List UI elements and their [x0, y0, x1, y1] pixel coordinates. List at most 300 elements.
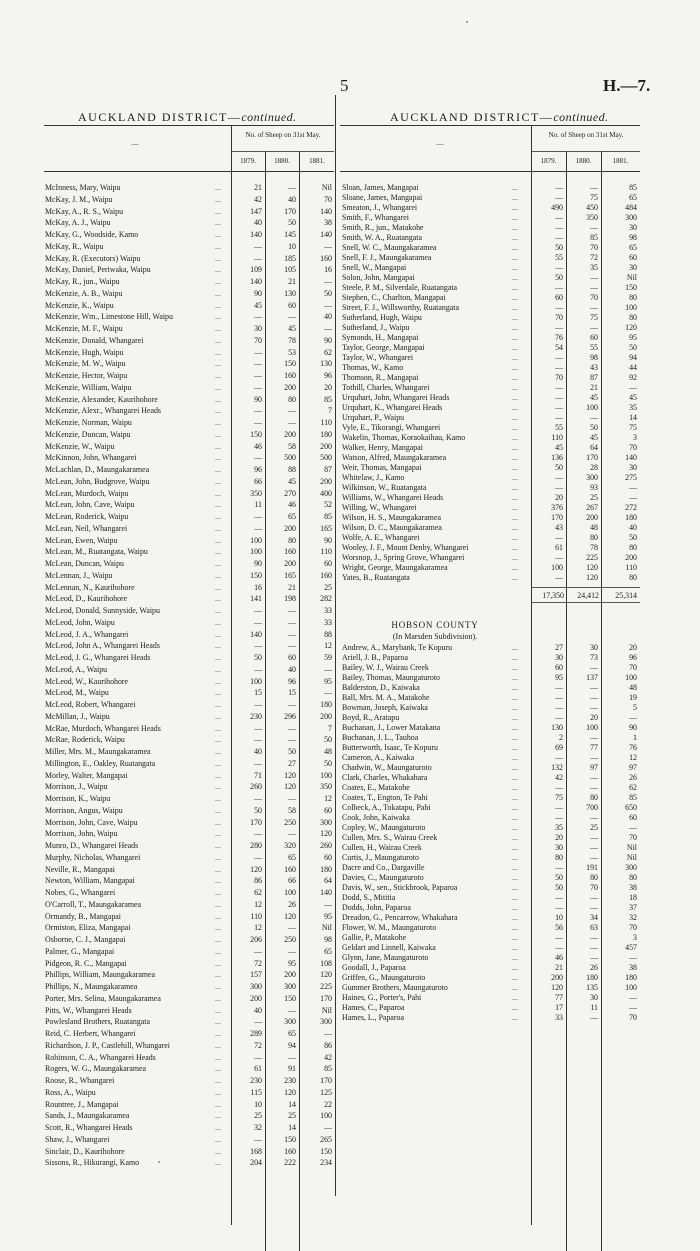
sheep-count-1880: 85 — [590, 233, 598, 242]
sheep-count-1881: 275 — [625, 473, 637, 482]
sheep-count-1880: 165 — [284, 570, 296, 580]
leader-dots: ... — [215, 653, 221, 662]
leader-dots: ... — [512, 313, 518, 322]
sheep-count-1880: 200 — [284, 970, 296, 980]
sheep-count-1880: 45 — [590, 433, 598, 442]
owner-name: Pidgeon, R. C., Mangapai — [45, 958, 127, 968]
totals-row — [531, 591, 640, 600]
sheep-count-1880: — — [590, 753, 598, 762]
owner-name: Wooley, J. F., Mount Denby, Whangarei — [342, 543, 469, 552]
sheep-count-1880: 200 — [284, 382, 296, 392]
owner-name: McLeod, John A., Whangarei Heads — [45, 641, 160, 651]
owner-name: McKenzie, Donald, Whangarei — [45, 335, 144, 345]
sheep-count-1879: 42 — [254, 194, 262, 204]
sheep-count-1881: 140 — [625, 453, 637, 462]
sheep-count-1880: 250 — [284, 935, 296, 944]
owner-name: Worsnop, J., Spring Grove, Whangarei — [342, 553, 465, 562]
leader-dots: ... — [512, 803, 518, 812]
sheep-count-1881: 150 — [625, 283, 637, 292]
leader-dots: ... — [215, 676, 221, 686]
sheep-count-1881: Nil — [626, 843, 637, 852]
sheep-count-1880: 45 — [590, 393, 598, 402]
sheep-count-1881: 65 — [629, 243, 637, 252]
owner-name: McKenzie, Hector, Waipu — [45, 371, 128, 380]
total-1880: 24,412 — [577, 591, 599, 600]
sheep-count-1879: — — [555, 783, 563, 792]
leader-dots: ... — [512, 353, 518, 362]
sheep-count-1879: — — [254, 723, 262, 733]
leader-dots: ... — [512, 233, 518, 242]
owner-name: Morley, Walter, Mangapai — [45, 770, 128, 780]
sheep-count-1881: 12 — [324, 794, 332, 803]
table-row — [0, 933, 700, 942]
sheep-count-1881: — — [324, 664, 332, 674]
sheep-count-1881: 60 — [324, 852, 332, 862]
sheep-count-1880: — — [590, 283, 598, 292]
sheep-count-1881: 12 — [324, 641, 332, 651]
owner-name: Yates, B., Ruatangata — [342, 573, 410, 582]
sheep-count-1881: 140 — [320, 230, 332, 239]
sheep-count-1879: 60 — [555, 293, 563, 302]
sheep-count-1880: 320 — [284, 841, 296, 850]
owner-name: Hames, C., Paparoa — [342, 1003, 405, 1012]
table-row — [0, 213, 700, 222]
sheep-count-1880: 300 — [284, 982, 296, 991]
sheep-count-1879: — — [555, 473, 563, 482]
sheep-count-1880: 500 — [284, 453, 296, 463]
sheep-count-1880: — — [288, 829, 296, 839]
sheep-count-1881: 100 — [320, 1111, 332, 1121]
sheep-count-1880: 46 — [288, 500, 296, 510]
sheep-count-1879: 69 — [555, 743, 563, 752]
table-row — [0, 663, 700, 672]
sheep-count-1880: — — [590, 703, 598, 712]
left-year-1879: 1879. — [240, 157, 256, 165]
leader-dots: ... — [215, 805, 221, 815]
table-row — [0, 483, 700, 492]
sheep-count-1879: — — [254, 406, 262, 416]
left-header-top-rule — [44, 125, 334, 126]
sheep-count-1880: 300 — [284, 1017, 296, 1027]
table-row — [0, 233, 700, 242]
sheep-count-1880: 267 — [586, 503, 598, 512]
owner-name: Bailey, W. J., Wairau Creek — [342, 663, 429, 672]
sheep-count-1881: — — [324, 324, 332, 333]
leader-dots: ... — [512, 843, 518, 852]
owner-name: Urquhart, P., Waipu — [342, 413, 405, 422]
leader-dots: ... — [512, 273, 518, 282]
leader-dots: ... — [512, 373, 518, 382]
owner-name: O'Carroll, T., Maungakaramea — [45, 899, 142, 909]
table-row — [0, 453, 700, 462]
sheep-count-1881: 110 — [320, 418, 332, 427]
sheep-count-1879: 86 — [254, 876, 262, 886]
sheep-count-1880: — — [590, 683, 598, 692]
sheep-count-1880: 250 — [284, 817, 296, 827]
sheep-count-1880: — — [590, 943, 598, 952]
owner-name: McKenzie, W., Waipu — [45, 441, 115, 451]
table-row — [0, 893, 700, 902]
sheep-count-1879: — — [555, 703, 563, 712]
total-1881: 25,314 — [615, 591, 637, 600]
leader-dots: ... — [512, 453, 518, 462]
sheep-count-1879: 350 — [250, 488, 262, 498]
leader-dots: ... — [512, 663, 518, 672]
sheep-count-1880: 50 — [288, 747, 296, 756]
sheep-count-1879: 140 — [250, 277, 262, 286]
sheep-count-1879: 170 — [551, 513, 563, 522]
owner-name: Clark, Charles, Whakahara — [342, 773, 428, 782]
table-row — [0, 300, 700, 312]
owner-name: McLean, Neil, Whangarei — [45, 523, 128, 533]
owner-name: Coates, E., Matakohe — [342, 783, 410, 792]
leader-dots: ... — [215, 794, 221, 803]
sheep-count-1881: 300 — [320, 817, 332, 827]
sheep-count-1879: 136 — [551, 453, 563, 462]
sheep-count-1881: 70 — [629, 443, 637, 452]
sheep-count-1880: 60 — [288, 653, 296, 662]
sheep-count-1881: 80 — [629, 873, 637, 882]
leader-dots: ... — [512, 463, 518, 472]
sheep-count-1879: — — [555, 233, 563, 242]
sheep-count-1881: 100 — [625, 303, 637, 312]
sheep-count-1881: 20 — [324, 382, 332, 392]
right-header-mid-rule — [531, 151, 640, 152]
sheep-count-1880: — — [590, 903, 598, 912]
leader-dots: ... — [215, 829, 221, 839]
sheep-count-1880: 170 — [284, 206, 296, 216]
table-row — [0, 713, 700, 722]
leader-dots: ... — [512, 363, 518, 372]
table-row — [0, 473, 700, 482]
owner-name: Morrison, Angus, Waipu — [45, 805, 123, 815]
leader-dots: ... — [215, 559, 221, 568]
leader-dots: ... — [215, 711, 221, 721]
sheep-count-1879: 230 — [250, 1076, 262, 1085]
left-year-1881: 1881. — [309, 157, 325, 165]
sheep-count-1881: 12 — [629, 753, 637, 762]
page-number: 5 — [340, 76, 349, 95]
owner-name: McKenzie, K., Waipu — [45, 300, 114, 310]
owner-name: Andrew, A., Marybank, Te Kopuru — [342, 643, 453, 652]
owner-name: Rountree, J., Mangapai — [45, 1099, 119, 1109]
sheep-count-1881: — — [629, 953, 637, 962]
owner-name: Sutherland, J., Waipu — [342, 323, 410, 332]
leader-dots: ... — [512, 863, 518, 872]
sheep-count-1881: 30 — [629, 463, 637, 472]
owner-name: McKay, G., Woodside, Kamo — [45, 230, 139, 239]
owner-name: Richardson, J. P., Castlehill, Whangarei — [45, 1040, 170, 1050]
sheep-count-1880: — — [288, 312, 296, 322]
sheep-count-1881: 120 — [625, 323, 637, 332]
leader-dots: ... — [215, 1158, 221, 1168]
sheep-count-1879: 150 — [250, 570, 262, 580]
sheep-count-1879: 17 — [555, 1003, 563, 1012]
sheep-count-1880: 15 — [288, 688, 296, 698]
sheep-count-1881: Nil — [626, 273, 637, 282]
sheep-count-1879: — — [555, 803, 563, 812]
owner-name: Geldart and Linnell, Kaiwaka — [342, 943, 436, 952]
leader-dots: ... — [215, 523, 221, 533]
sheep-count-1881: — — [324, 277, 332, 286]
sheep-count-1879: 2 — [559, 733, 563, 742]
sheep-count-1879: — — [555, 683, 563, 692]
table-row — [0, 943, 700, 952]
sheep-count-1879: 200 — [551, 973, 563, 982]
owner-name: Munro, D., Whangarei Heads — [45, 841, 139, 850]
sheep-count-1880: — — [288, 606, 296, 615]
sheep-count-1879: — — [254, 371, 262, 380]
sheep-count-1879: 300 — [250, 982, 262, 991]
leader-dots: ... — [215, 453, 221, 463]
leader-dots: ... — [215, 500, 221, 510]
sheep-count-1880: 75 — [590, 193, 598, 202]
sheep-count-1880: — — [288, 629, 296, 639]
table-row — [0, 1158, 700, 1167]
leader-dots: ... — [512, 383, 518, 392]
sheep-count-1879: 21 — [254, 183, 262, 192]
sheep-count-1881: 282 — [320, 594, 332, 604]
table-row — [0, 1135, 700, 1144]
sheep-count-1880: 120 — [586, 563, 598, 572]
sheep-count-1879: — — [254, 241, 262, 251]
leader-dots: ... — [215, 946, 221, 956]
table-row — [0, 223, 700, 232]
sheep-count-1879: 55 — [555, 253, 563, 262]
owner-name: Ross, A., Waipu — [45, 1087, 96, 1097]
sheep-count-1880: 28 — [590, 463, 598, 472]
leader-dots: ... — [512, 443, 518, 452]
owner-name: Symonds, H., Mangapai — [342, 333, 419, 342]
owner-name: McKay, A. J., Waipu — [45, 218, 111, 228]
owner-name: McLeod, Donald, Sunnyside, Waipu — [45, 606, 160, 615]
sheep-count-1881: — — [324, 1123, 332, 1132]
owner-name: Gallie, P., Matakohe — [342, 933, 407, 942]
sheep-count-1880: 73 — [590, 653, 598, 662]
sheep-count-1881: 98 — [324, 935, 332, 944]
table-row — [0, 993, 700, 1002]
sheep-count-1881: 60 — [629, 253, 637, 262]
sheep-count-1880: 11 — [590, 1003, 598, 1012]
sheep-count-1879: 50 — [555, 273, 563, 282]
leader-dots: ... — [215, 993, 221, 1003]
leader-dots: ... — [215, 418, 221, 427]
left-name-col-header: — — [131, 140, 139, 148]
sheep-count-1880: 170 — [586, 453, 598, 462]
sheep-count-1881: 140 — [320, 206, 332, 216]
owner-name: Snell, F. J., Maungakaramea — [342, 253, 432, 262]
owner-name: McKenzie, M. W., Waipu — [45, 359, 126, 369]
sheep-count-1881: 48 — [629, 683, 637, 692]
table-row — [0, 243, 700, 252]
sheep-count-1880: 198 — [284, 594, 296, 604]
leader-dots: ... — [512, 333, 518, 342]
owner-name: Smith, F., Whangarei — [342, 213, 409, 222]
sheep-count-1879: 230 — [250, 711, 262, 721]
sheep-count-1879: — — [254, 794, 262, 803]
sheep-count-1881: — — [629, 713, 637, 722]
leader-dots: ... — [215, 664, 221, 674]
leader-dots: ... — [512, 403, 518, 412]
sheep-count-1879: — — [555, 713, 563, 722]
sheep-count-1879: 90 — [254, 288, 262, 298]
sheep-count-1879: — — [254, 641, 262, 651]
owner-name: Tothill, Charles, Whangarei — [342, 383, 430, 392]
sheep-count-1879: 376 — [551, 503, 563, 512]
sheep-count-1881: 7 — [328, 723, 332, 733]
sheep-count-1881: 265 — [320, 1134, 332, 1144]
owner-name: Phillips, N., Maungakaramea — [45, 982, 138, 991]
leader-dots: ... — [512, 983, 518, 992]
leader-dots: ... — [512, 503, 518, 512]
sheep-count-1879: 40 — [254, 218, 262, 228]
sheep-count-1879: 54 — [555, 343, 563, 352]
leader-dots: ... — [512, 923, 518, 932]
leader-dots: ... — [512, 543, 518, 552]
sheep-count-1881: 30 — [629, 263, 637, 272]
leader-dots: ... — [215, 359, 221, 369]
sheep-count-1879: — — [254, 852, 262, 862]
leader-dots: ... — [512, 323, 518, 332]
sheep-count-1881: 85 — [629, 183, 637, 192]
sheep-count-1881: 33 — [324, 606, 332, 615]
right-sheep-header: No. of Sheep on 31st May. — [548, 131, 624, 139]
sheep-count-1881: 234 — [320, 1158, 332, 1168]
owner-name: Phillips, William, Maungakaramea — [45, 970, 155, 980]
leader-dots: ... — [215, 335, 221, 345]
leader-dots: ... — [512, 723, 518, 732]
sheep-count-1881: 300 — [320, 1017, 332, 1027]
sheep-count-1879: 100 — [250, 535, 262, 545]
table-row — [0, 1041, 700, 1050]
owner-name: Murphy, Nicholas, Whangarei — [45, 852, 141, 862]
owner-name: McLennan, J., Waipu — [45, 570, 113, 580]
table-row — [0, 733, 700, 745]
sheep-count-1880: 58 — [288, 441, 296, 451]
sheep-count-1880: 55 — [590, 343, 598, 352]
table-row — [0, 543, 700, 552]
table-row — [0, 863, 700, 872]
owner-name: Bowman, Joseph, Kaiwaka — [342, 703, 428, 712]
owner-name: Griffen, G., Maungaturoto — [342, 973, 426, 982]
leader-dots: ... — [512, 973, 518, 982]
sheep-count-1880: — — [288, 1052, 296, 1062]
owner-name: McRae, Murdoch, Whangarei Heads — [45, 723, 161, 733]
sheep-count-1881: 62 — [629, 783, 637, 792]
sheep-count-1879: 100 — [250, 676, 262, 686]
table-row — [0, 723, 700, 732]
owner-name: Morrison, J., Waipu — [45, 782, 108, 792]
sheep-count-1881: 125 — [320, 1087, 332, 1097]
owner-name: Davies, C., Maungaturoto — [342, 873, 424, 882]
sheep-count-1880: 65 — [288, 852, 296, 862]
sheep-count-1879: — — [555, 573, 563, 582]
sheep-count-1879: — — [555, 283, 563, 292]
leader-dots: ... — [512, 853, 518, 862]
sheep-count-1880: 60 — [590, 333, 598, 342]
table-row — [0, 983, 700, 992]
sheep-count-1879: 140 — [250, 629, 262, 639]
sheep-count-1879: — — [254, 1017, 262, 1027]
sheep-count-1881: — — [324, 688, 332, 698]
sheep-count-1880: 35 — [590, 263, 598, 272]
leader-dots: ... — [215, 300, 221, 310]
sheep-count-1880: — — [288, 617, 296, 627]
sheep-count-1881: 60 — [629, 813, 637, 822]
table-row — [0, 1064, 700, 1073]
sheep-count-1880: 27 — [288, 758, 296, 768]
owner-name: McLeod, A., Waipu — [45, 664, 108, 674]
leader-dots: ... — [512, 393, 518, 402]
sheep-count-1879: — — [254, 700, 262, 709]
owner-name: Colbeck, A., Tokatapu, Pahi — [342, 803, 431, 812]
leader-dots: ... — [512, 913, 518, 922]
owner-name: Smith, W. A., Ruatangata — [342, 233, 422, 242]
leader-dots: ... — [512, 213, 518, 222]
sheep-count-1879: 61 — [254, 1064, 262, 1074]
leader-dots: ... — [215, 347, 221, 357]
table-row — [0, 973, 700, 982]
county-title: HOBSON COUNTY — [391, 620, 479, 630]
owner-name: McLean, Roderick, Waipu — [45, 512, 129, 521]
owner-name: Wakelin, Thomas, Koraokaihau, Kamo — [342, 433, 466, 442]
sheep-count-1881: — — [629, 993, 637, 1002]
sheep-count-1879: 76 — [555, 333, 563, 342]
sheep-count-1880: — — [288, 418, 296, 427]
total-1879: 17,350 — [542, 591, 564, 600]
leader-dots: ... — [512, 903, 518, 912]
leader-dots: ... — [215, 1040, 221, 1050]
sheep-count-1879: — — [254, 617, 262, 627]
sheep-count-1879: 71 — [254, 770, 262, 780]
owner-name: McLeod, John, Waipu — [45, 617, 115, 627]
sheep-count-1881: 19 — [629, 693, 637, 702]
leader-dots: ... — [215, 958, 221, 968]
owner-name: Chadwin, W., Maungaturoto — [342, 763, 432, 772]
sheep-count-1880: 160 — [284, 371, 296, 380]
owner-name: McLeod, Robert, Whangarei — [45, 700, 136, 709]
owner-name: Newton, William, Mangapai — [45, 876, 135, 886]
owner-name: McKenzie, Wm., Limestone Hill, Waipu — [45, 312, 173, 322]
table-row — [0, 570, 700, 582]
leader-dots: ... — [215, 277, 221, 286]
sheep-count-1880: 75 — [590, 313, 598, 322]
sheep-count-1879: 50 — [254, 805, 262, 815]
table-row — [0, 283, 700, 292]
owner-name: McLean, John, Budgrove, Waipu — [45, 476, 150, 486]
sheep-count-1880: 20 — [590, 713, 598, 722]
owner-name: McInness, Mary, Waipu — [45, 183, 121, 192]
leader-dots: ... — [512, 563, 518, 572]
right-year-1881: 1881. — [612, 157, 629, 165]
sheep-count-1879: 46 — [555, 953, 563, 962]
leader-dots: ... — [215, 1134, 221, 1144]
leader-dots: ... — [512, 483, 518, 492]
sheep-count-1881: 22 — [324, 1099, 332, 1109]
owner-name: McLachlan, D., Maungakaramea — [45, 465, 150, 474]
sheep-count-1881: 150 — [320, 1146, 332, 1156]
leader-dots: ... — [215, 1076, 221, 1085]
leader-dots: ... — [512, 683, 518, 692]
sheep-count-1881: 95 — [324, 676, 332, 686]
sheep-count-1880: 100 — [586, 723, 598, 732]
owner-name: McKenzie, Duncan, Waipu — [45, 429, 131, 439]
owner-name: McRae, Roderick, Waipu — [45, 735, 125, 745]
leader-dots: ... — [215, 476, 221, 486]
sheep-count-1880: — — [590, 663, 598, 672]
totals-bottom-rule — [531, 602, 640, 603]
sheep-count-1879: 289 — [250, 1029, 262, 1038]
